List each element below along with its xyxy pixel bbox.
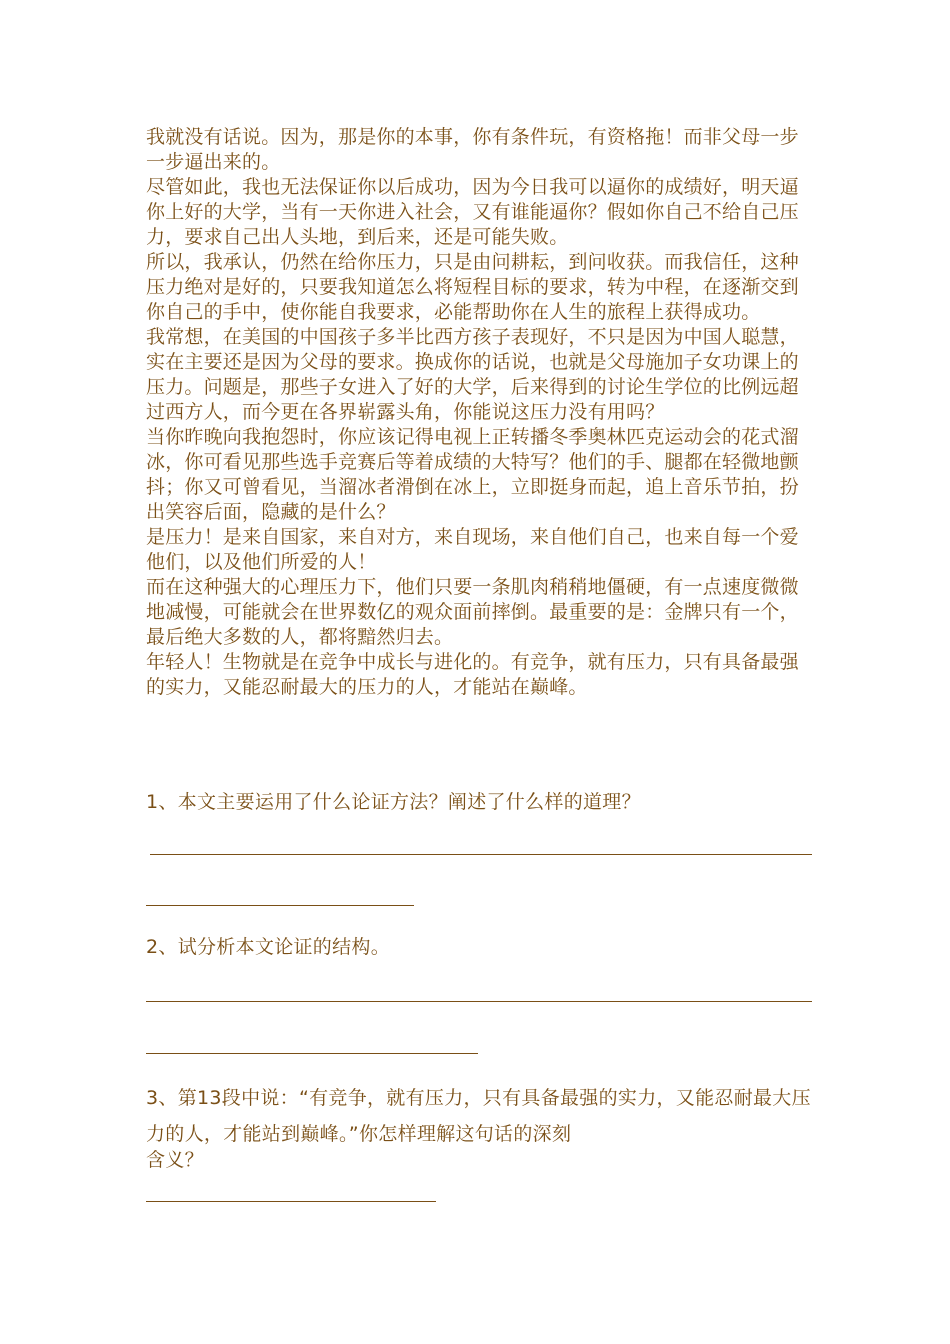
answer-line-2b <box>146 1053 478 1054</box>
answer-line-1b <box>146 905 414 906</box>
question-1: 1、本文主要运用了什么论证方法？阐述了什么样的道理？ <box>146 791 641 813</box>
answer-line-1a <box>150 854 812 855</box>
question-3-continuation: 含义？ <box>146 1149 204 1171</box>
passage-paragraph-4: 我常想，在美国的中国孩子多半比西方孩子表现好，不只是因为中国人聪慧，实在主要还是因为父母的要求。换成你的话说，也就是父母施加子女功课上的压力。问题是，那些子女进入了好的大学，后来得到的讨论生学位的比例远超过西方人，而今更在各界崭露头角，你能说这压力没有用吗？ <box>146 326 799 423</box>
passage-body <box>146 125 814 700</box>
question-3-text: 3、第13段中说：“有竞争，就有压力，只有具备最强的实力，又能忍耐最大压力的人，才能站到巅峰。”你怎样理解这句话的深刻 <box>146 1087 811 1145</box>
passage-paragraph-6: 是压力！是来自国家，来自对方，来自现场，来自他们自己，也来自每一个爱他们，以及他们所爱的人！ <box>146 526 799 573</box>
question-2: 2、试分析本文论证的结构。 <box>146 936 390 958</box>
question-3 <box>146 1080 814 1173</box>
passage-paragraph-2: 尽管如此，我也无法保证你以后成功，因为今日我可以逼你的成绩好，明天逼你上好的大学，当有一天你进入社会，又有谁能逼你？假如你自己不给自己压力，要求自己出人头地，到后来，还是可能失败。 <box>146 176 799 248</box>
answer-line-2a <box>146 1001 812 1002</box>
passage-paragraph-5: 当你昨晚向我抱怨时，你应该记得电视上正转播冬季奥林匹克运动会的花式溜冰，你可看见那些选手竞赛后等着成绩的大特写？他们的手、腿都在轻微地颤抖；你又可曾看见，当溜冰者滑倒在冰上，立即挺身而起，追上音乐节拍，扮出笑容后面，隐藏的是什么？ <box>146 426 799 523</box>
passage-paragraph-7: 而在这种强大的心理压力下，他们只要一条肌肉稍稍地僵硬，有一点速度微微地减慢，可能就会在世界数亿的观众面前摔倒。最重要的是：金牌只有一个，最后绝大多数的人，都将黯然归去。 <box>146 576 799 648</box>
passage-paragraph-8: 年轻人！生物就是在竞争中成长与进化的。有竞争，就有压力，只有具备最强的实力，又能忍耐最大的压力的人，才能站在巅峰。 <box>146 651 799 698</box>
passage-paragraph-1: 我就没有话说。因为，那是你的本事，你有条件玩，有资格拖！而非父母一步一步逼出来的。 <box>146 126 799 173</box>
answer-line-3 <box>146 1201 436 1202</box>
passage-paragraph-3: 所以，我承认，仍然在给你压力，只是由问耕耘，到问收获。而我信任，这种压力绝对是好的，只要我知道怎么将短程目标的要求，转为中程，在逐渐交到你自己的手中，使你能自我要求，必能帮助你在人生的旅程上获得成功。 <box>146 251 799 323</box>
